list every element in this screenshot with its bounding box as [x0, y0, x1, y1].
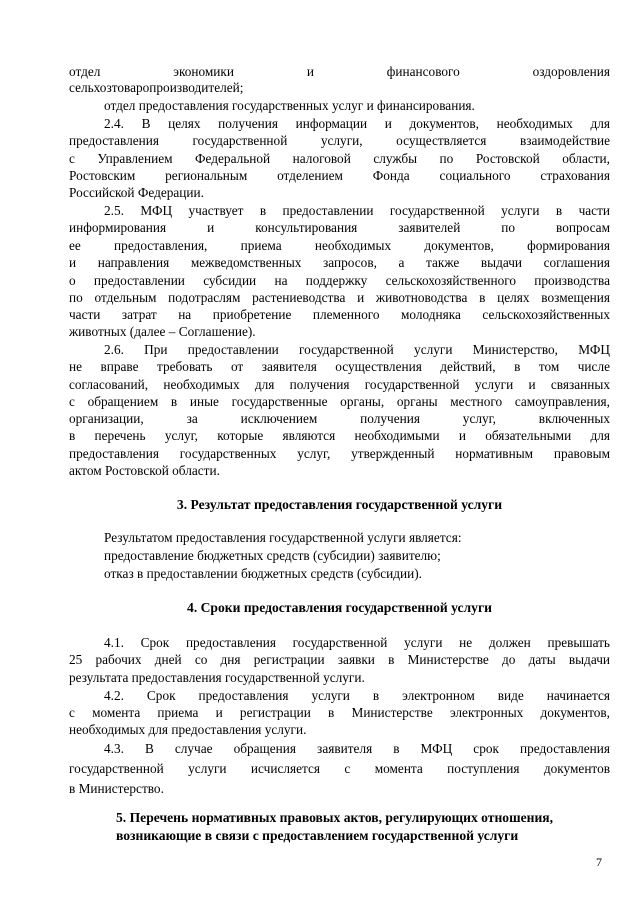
text-line: актом Ростовской области.: [69, 463, 220, 478]
paragraph-2-6-line: 2.6. При предоставлении государственной услуги Министерство, МФЦ: [104, 342, 610, 357]
text-line: сельхозтоваропроизводителей;: [69, 80, 244, 95]
paragraph-2-5-line: 2.5. МФЦ участвует в предоставлении государственной услуги в части: [104, 203, 610, 218]
text-line: по отдельным подотраслям растениеводства и животноводства в целях возмещения: [69, 290, 610, 305]
text-line: отказ в предоставлении бюджетных средств (субсидии).: [104, 566, 423, 581]
text-line: и направления межведомственных запросов, а также выдачи соглашения: [69, 255, 610, 270]
page-number: 7: [596, 855, 602, 869]
section-heading-4: 4. Сроки предоставления государственной услуги: [187, 600, 492, 615]
text-line: части затрат на приобретение племенного молодняка сельскохозяйственных: [69, 307, 610, 322]
text-line: предоставления государственных услуг, утвержденный нормативным правовым: [69, 446, 610, 461]
text-line: согласований, необходимых для получения государственной услуги и связанных: [69, 377, 610, 392]
section-heading-3: 3. Результат предоставления государственной услуги: [176, 497, 503, 512]
text-line: с обращением в иные государственные органы, органы местного самоуправления,: [69, 394, 610, 409]
text-line: отдел экономики и финансового оздоровления: [69, 64, 610, 79]
text-line: 25 рабочих дней со дня регистрации заявки в Министерстве до даты выдачи: [69, 652, 610, 667]
paragraph-4-1-line: 4.1. Срок предоставления государственной услуги не должен превышать: [104, 635, 610, 650]
paragraph-2-4-line: 2.4. В целях получения информации и документов, необходимых для: [104, 116, 610, 131]
text-line: о предоставлении субсидии на поддержку сельскохозяйственного производства: [69, 273, 610, 288]
text-line: результата предоставления государственной услуги.: [69, 670, 365, 685]
text-line: в Министерство.: [69, 781, 164, 796]
text-line: отдел предоставления государственных услуг и финансирования.: [104, 98, 475, 113]
text-line: ее предоставления, приема необходимых документов, формирования: [69, 238, 610, 253]
text-line: необходимых для предоставления услуги.: [69, 722, 307, 737]
paragraph-4-2-line: 4.2. Срок предоставления услуги в электронном виде начинается: [104, 688, 610, 703]
text-line: предоставление бюджетных средств (субсидии) заявителю;: [104, 548, 441, 563]
text-line: предоставления государственной услуги, осуществляется взаимодействие: [69, 133, 610, 148]
text-line: Ростовским региональным отделением Фонда социального страхования: [69, 168, 610, 183]
text-line: животных (далее – Соглашение).: [69, 324, 256, 339]
text-line: в перечень услуг, которые являются необходимыми и обязательными для: [69, 428, 610, 443]
section-heading-5: 5. Перечень нормативных правовых актов, регулирующих отношения,: [116, 810, 554, 825]
text-line: не вправе требовать от заявителя осуществления действий, в том числе: [69, 359, 610, 374]
text-line: Российской Федерации.: [69, 185, 204, 200]
text-line: с Управлением Федеральной налоговой службы по Ростовской области,: [69, 151, 610, 166]
text-line: организации, за исключением получения услуг, включенных: [69, 411, 610, 426]
text-line: Результатом предоставления государственной услуги является:: [104, 530, 462, 545]
paragraph-4-3-line: 4.3. В случае обращения заявителя в МФЦ срок предоставления: [104, 741, 610, 756]
text-line: информирования и консультирования заявителей по вопросам: [69, 220, 610, 235]
text-line: с момента приема и регистрации в Министерстве электронных документов,: [69, 705, 610, 720]
section-heading-5-cont: возникающие в связи с предоставлением государственной услуги: [116, 828, 519, 843]
text-line: государственной услуги исчисляется с момента поступления документов: [69, 761, 610, 776]
